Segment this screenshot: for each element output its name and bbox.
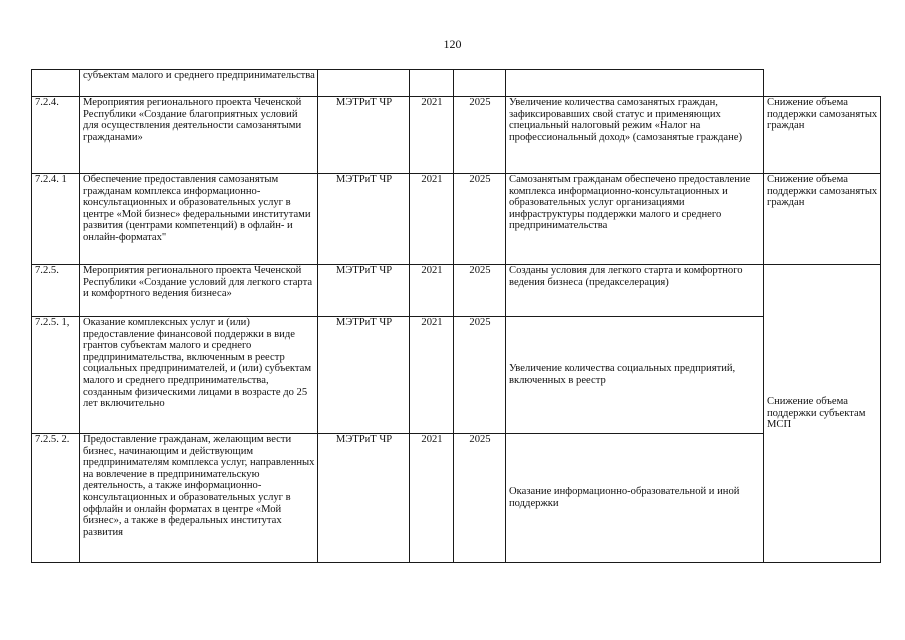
row-number: 7.2.5. 2. xyxy=(32,434,80,563)
end-year: 2025 xyxy=(454,97,506,174)
result-cell xyxy=(506,70,764,97)
expected-result: Увеличение количества самозанятых граждан, зафиксировавших свой статус и применяющих специальный налоговый режим «Налог на профессиональный доход» (самозанятые граждане) xyxy=(506,97,764,174)
measure-name: Мероприятия регионального проекта Чеченской Республики «Создание условий для легкого старта и комфортного ведения бизнеса» xyxy=(80,265,318,317)
measure-name: Предоставление гражданам, желающим вести бизнес, начинающим и действующим предпринимателям комплекса услуг, направленных на вовлечение в предпринимательскую деятельность, а также информационно-консультационных и образовательных услуг в оффлайн и онлайн форматах в центре «Мой бизнес», а также в федеральных институтах развития xyxy=(80,434,318,563)
executor: МЭТРиТ ЧР xyxy=(318,317,410,434)
table-row xyxy=(32,317,881,434)
table-row xyxy=(32,434,881,563)
start-year: 2021 xyxy=(410,174,454,265)
executor: МЭТРиТ ЧР xyxy=(318,174,410,265)
start-year: 2021 xyxy=(410,317,454,434)
risk: Снижение объема поддержки самозанятых граждан xyxy=(764,174,881,265)
num-cell xyxy=(32,70,80,97)
name-cell: субъектам малого и среднего предпринимательства xyxy=(80,70,318,97)
measure-name: Оказание комплексных услуг и (или) предоставление финансовой поддержки в виде грантов субъектам малого и среднего предпринимательства, включенным в реестр социальных предпринимателей, и (или) субъектам малого и среднего предпринимательства, созданным физическими лицами в возрасте до 25 лет включительно xyxy=(80,317,318,434)
row-number: 7.2.4. 1 xyxy=(32,174,80,265)
start-year: 2021 xyxy=(410,97,454,174)
merged-risk: Снижение объема поддержки субъектам МСП xyxy=(764,265,881,563)
table-row xyxy=(32,174,881,265)
page-number: 120 xyxy=(443,37,462,51)
executor: МЭТРиТ ЧР xyxy=(318,265,410,317)
start-year: 2021 xyxy=(410,265,454,317)
executor: МЭТРиТ ЧР xyxy=(318,97,410,174)
table-row xyxy=(32,265,881,317)
expected-result: Самозанятым гражданам обеспечено предоставление комплекса информационно-консультационных и образовательных услуг организациями инфраструктуры поддержки малого и среднего предпринимательства xyxy=(506,174,764,265)
risk: Снижение объема поддержки самозанятых граждан xyxy=(764,97,881,174)
table-row-continuation xyxy=(32,70,881,97)
row-number: 7.2.5. xyxy=(32,265,80,317)
measure-name: Обеспечение предоставления самозанятым гражданам комплекса информационно-консультационных и образовательных услуг в центре «Мой бизнес» федеральными институтами развития (центрами компетенций) в офлайн- и онлайн-форматах" xyxy=(80,174,318,265)
end-cell xyxy=(454,70,506,97)
end-year: 2025 xyxy=(454,265,506,317)
row-number: 7.2.5. 1, xyxy=(32,317,80,434)
measures-table xyxy=(31,69,881,563)
measure-name: Мероприятия регионального проекта Чеченской Республики «Создание благоприятных условий для осуществления деятельности самозанятыми гражданами» xyxy=(80,97,318,174)
table-row xyxy=(32,97,881,174)
end-year: 2025 xyxy=(454,434,506,563)
expected-result: Созданы условия для легкого старта и комфортного ведения бизнеса (предакселерация) xyxy=(506,265,764,317)
risk-cell xyxy=(764,70,881,97)
start-cell xyxy=(410,70,454,97)
end-year: 2025 xyxy=(454,317,506,434)
start-year: 2021 xyxy=(410,434,454,563)
executor-cell xyxy=(318,70,410,97)
executor: МЭТРиТ ЧР xyxy=(318,434,410,563)
end-year: 2025 xyxy=(454,174,506,265)
row-number: 7.2.4. xyxy=(32,97,80,174)
expected-result: Увеличение количества социальных предприятий, включенных в реестр xyxy=(506,317,764,434)
expected-result: Оказание информационно-образовательной и иной поддержки xyxy=(506,434,764,563)
